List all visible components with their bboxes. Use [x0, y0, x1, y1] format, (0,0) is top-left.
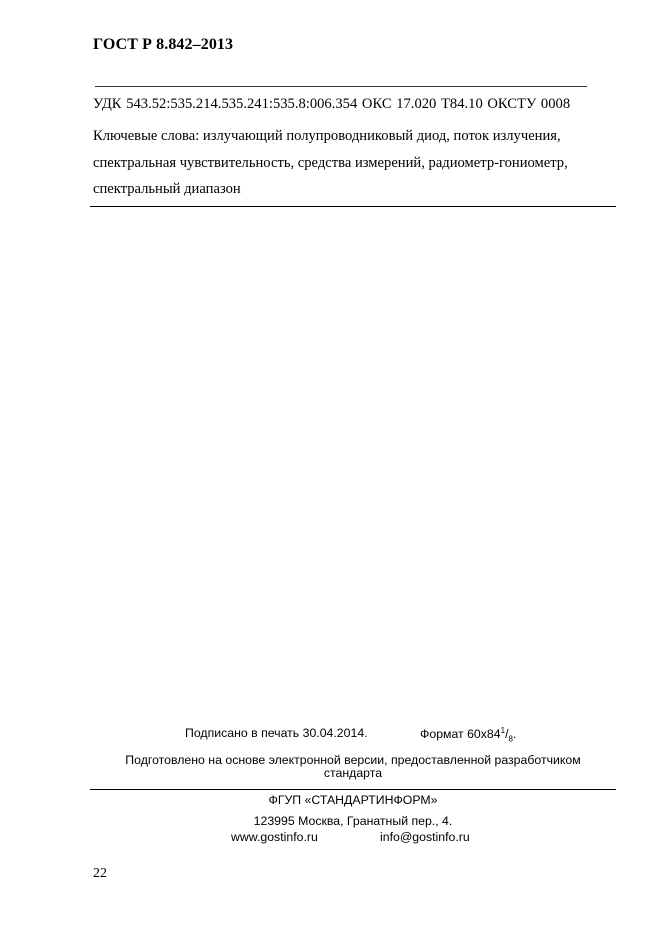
format-prefix: Формат 60х84 [420, 727, 501, 742]
imprint-divider [90, 789, 616, 790]
email-link[interactable]: info@gostinfo.ru [380, 830, 470, 844]
website-link[interactable]: www.gostinfo.ru [231, 830, 318, 844]
keywords-line: спектральная чувствительность, средства измерений, радиометр-гониометр, [93, 154, 568, 171]
prepared-line: Подготовлено на основе электронной версии, предоставленной разработчиком [125, 753, 581, 767]
publisher-name: ФГУП «СТАНДАРТИНФОРМ» [268, 793, 438, 807]
prepared-line: стандарта [323, 766, 383, 780]
keywords-line: спектральный диапазон [93, 181, 241, 197]
paper-format: Формат $60х84^1/_8$. [420, 726, 517, 744]
page-number: 22 [93, 866, 107, 881]
udk-classification: УДК 543.52:535.214.535.241:535.8:006.354 ОКС 17.020 Т84.10 ОКСТУ 0008 [93, 96, 571, 112]
keywords-block [93, 123, 623, 203]
prepared-note [90, 754, 616, 780]
format-numerator: 1 [500, 726, 506, 735]
publisher-address: 123995 Москва, Гранатный пер., 4. [253, 814, 453, 828]
keywords-divider [90, 206, 616, 207]
format-denominator: 8 [508, 734, 513, 744]
keywords-line: Ключевые слова: излучающий полупроводниковый диод, поток излучения, [93, 128, 561, 144]
header-divider [95, 86, 587, 87]
signed-for-print: Подписано в печать 30.04.2014. [185, 726, 368, 740]
format-suffix: . [512, 727, 517, 742]
standard-header: ГОСТ Р 8.842–2013 [93, 36, 234, 53]
